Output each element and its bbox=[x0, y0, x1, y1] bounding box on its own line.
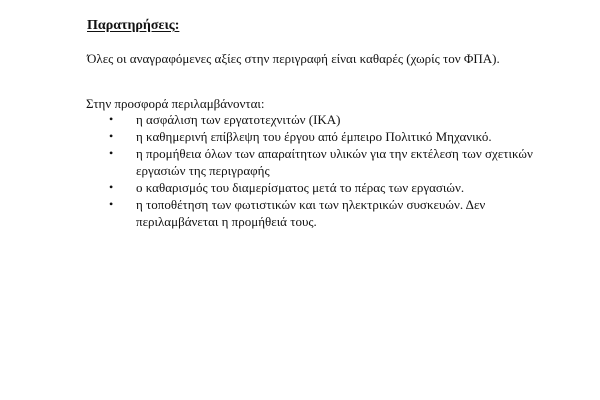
bullet-icon: • bbox=[109, 146, 114, 160]
bullet-icon: • bbox=[109, 197, 114, 211]
bullet-icon: • bbox=[109, 180, 114, 194]
list-item-text: η καθημερινή επίβλεψη του έργου από έμπειρο Πολιτικό Μηχανικό. bbox=[136, 129, 492, 144]
included-intro: Στην προσφορά περιλαμβάνονται: bbox=[86, 96, 265, 111]
list-item-text: ο καθαρισμός του διαμερίσματος μετά το πέρας των εργασιών. bbox=[136, 180, 465, 195]
list-item bbox=[0, 145, 536, 179]
list-item-text: η προμήθεια όλων των απαραίτητων υλικών για την εκτέλεση των σχετικών εργασιών της περιγραφής bbox=[136, 146, 533, 178]
list-item bbox=[0, 128, 536, 145]
list-item bbox=[0, 196, 536, 230]
list-item bbox=[0, 179, 536, 196]
net-prices-note: Όλες οι αναγραφόμενες αξίες στην περιγραφή είναι καθαρές (χωρίς τον ΦΠΑ). bbox=[87, 51, 500, 66]
remarks-heading: Παρατηρήσεις: bbox=[87, 18, 180, 33]
list-item-text: η ασφάλιση των εργατοτεχνιτών (ΙΚΑ) bbox=[136, 112, 341, 127]
list-item-text: η τοποθέτηση των φωτιστικών και των ηλεκτρικών συσκευών. Δεν περιλαμβάνεται η προμήθειά τους. bbox=[136, 197, 486, 229]
bullet-icon: • bbox=[109, 112, 114, 126]
list-item bbox=[0, 111, 536, 128]
bullet-icon: • bbox=[109, 129, 114, 143]
included-items-list bbox=[0, 111, 536, 230]
